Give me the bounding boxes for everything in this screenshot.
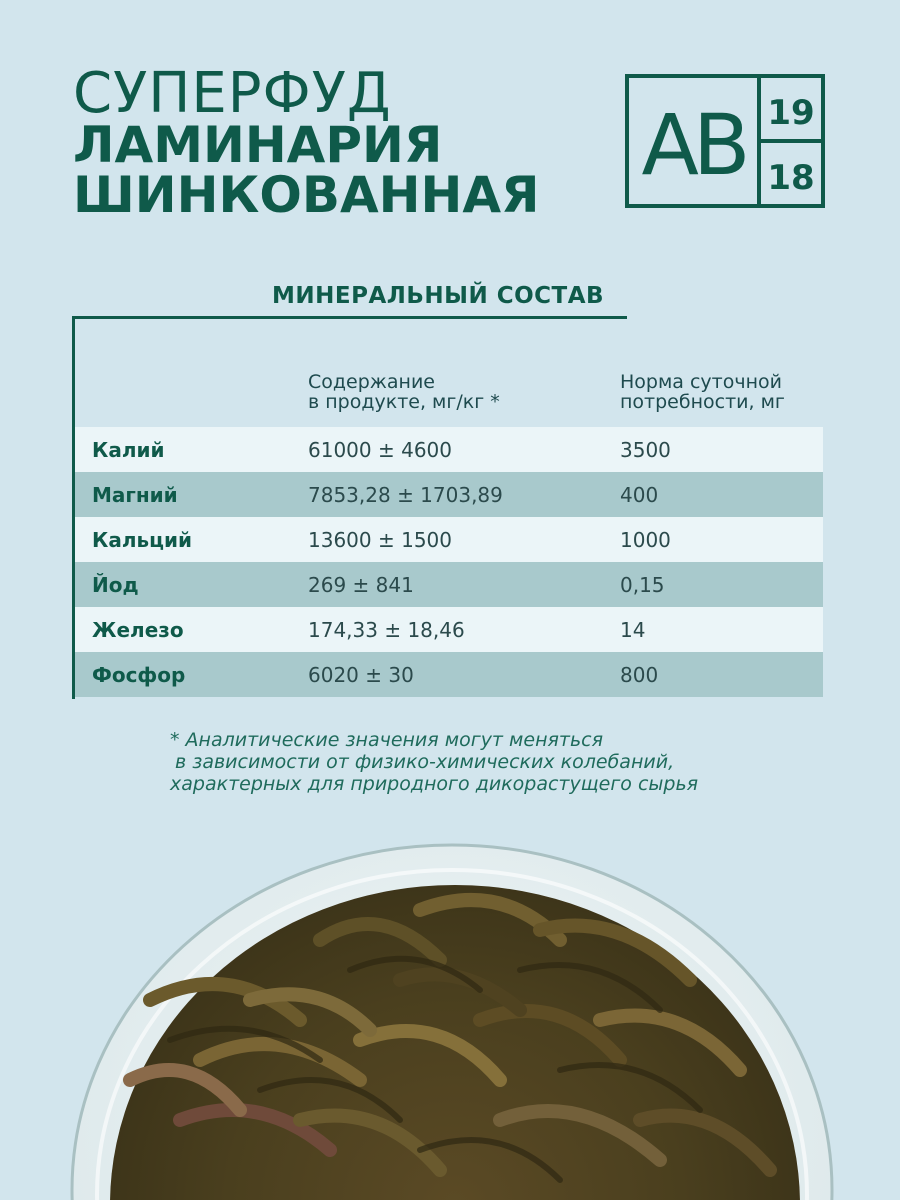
brand-logo [625, 74, 825, 208]
mineral-content: 269 ± 841 [308, 572, 414, 597]
footnote-line1: * Аналитические значения могут меняться [170, 729, 604, 751]
column-header-content-line2: в продукте, мг/кг * [308, 391, 500, 413]
mineral-name: Йод [92, 572, 139, 597]
mineral-name: Фосфор [92, 662, 186, 687]
mineral-norm: 14 [620, 617, 646, 642]
mineral-norm: 1000 [620, 527, 671, 552]
mineral-name: Железо [92, 617, 184, 642]
table-row [75, 517, 823, 562]
mineral-content: 61000 ± 4600 [308, 437, 452, 462]
section-rule-top [72, 316, 627, 319]
seaweed-bowl-photo [0, 820, 900, 1200]
title-product-name: ЛАМИНАРИЯ [73, 116, 443, 174]
mineral-content: 7853,28 ± 1703,89 [308, 482, 503, 507]
mineral-content: 13600 ± 1500 [308, 527, 452, 552]
title-superfood: СУПЕРФУД [73, 61, 392, 126]
mineral-norm: 400 [620, 482, 659, 507]
table-row [75, 427, 823, 472]
mineral-name: Кальций [92, 527, 192, 552]
mineral-norm: 3500 [620, 437, 671, 462]
column-header-content-line1: Содержание [308, 371, 435, 393]
mineral-name: Магний [92, 482, 178, 507]
footnote-line2: в зависимости от физико-химических колебаний, [175, 751, 675, 773]
logo-monogram: AB [641, 96, 745, 194]
footnote [170, 729, 698, 795]
mineral-name: Калий [92, 437, 165, 462]
mineral-norm: 800 [620, 662, 659, 687]
table-row [75, 652, 823, 697]
mineral-table [75, 427, 823, 697]
table-row [75, 607, 823, 652]
logo-year-top: 19 [767, 93, 815, 133]
footnote-line3: характерных для природного дикорастущего сырья [170, 773, 699, 795]
column-header-norm-line2: потребности, мг [620, 391, 785, 413]
mineral-content: 6020 ± 30 [308, 662, 414, 687]
logo-year-bottom: 18 [767, 158, 815, 198]
column-header-norm [620, 372, 785, 412]
column-header-content [308, 372, 500, 412]
column-header-norm-line1: Норма суточной [620, 371, 782, 393]
mineral-content: 174,33 ± 18,46 [308, 617, 465, 642]
table-row [75, 562, 823, 607]
table-row [75, 472, 823, 517]
section-title: МИНЕРАЛЬНЫЙ СОСТАВ [272, 283, 605, 309]
mineral-norm: 0,15 [620, 572, 665, 597]
title-product-variant: ШИНКОВАННАЯ [73, 166, 540, 224]
